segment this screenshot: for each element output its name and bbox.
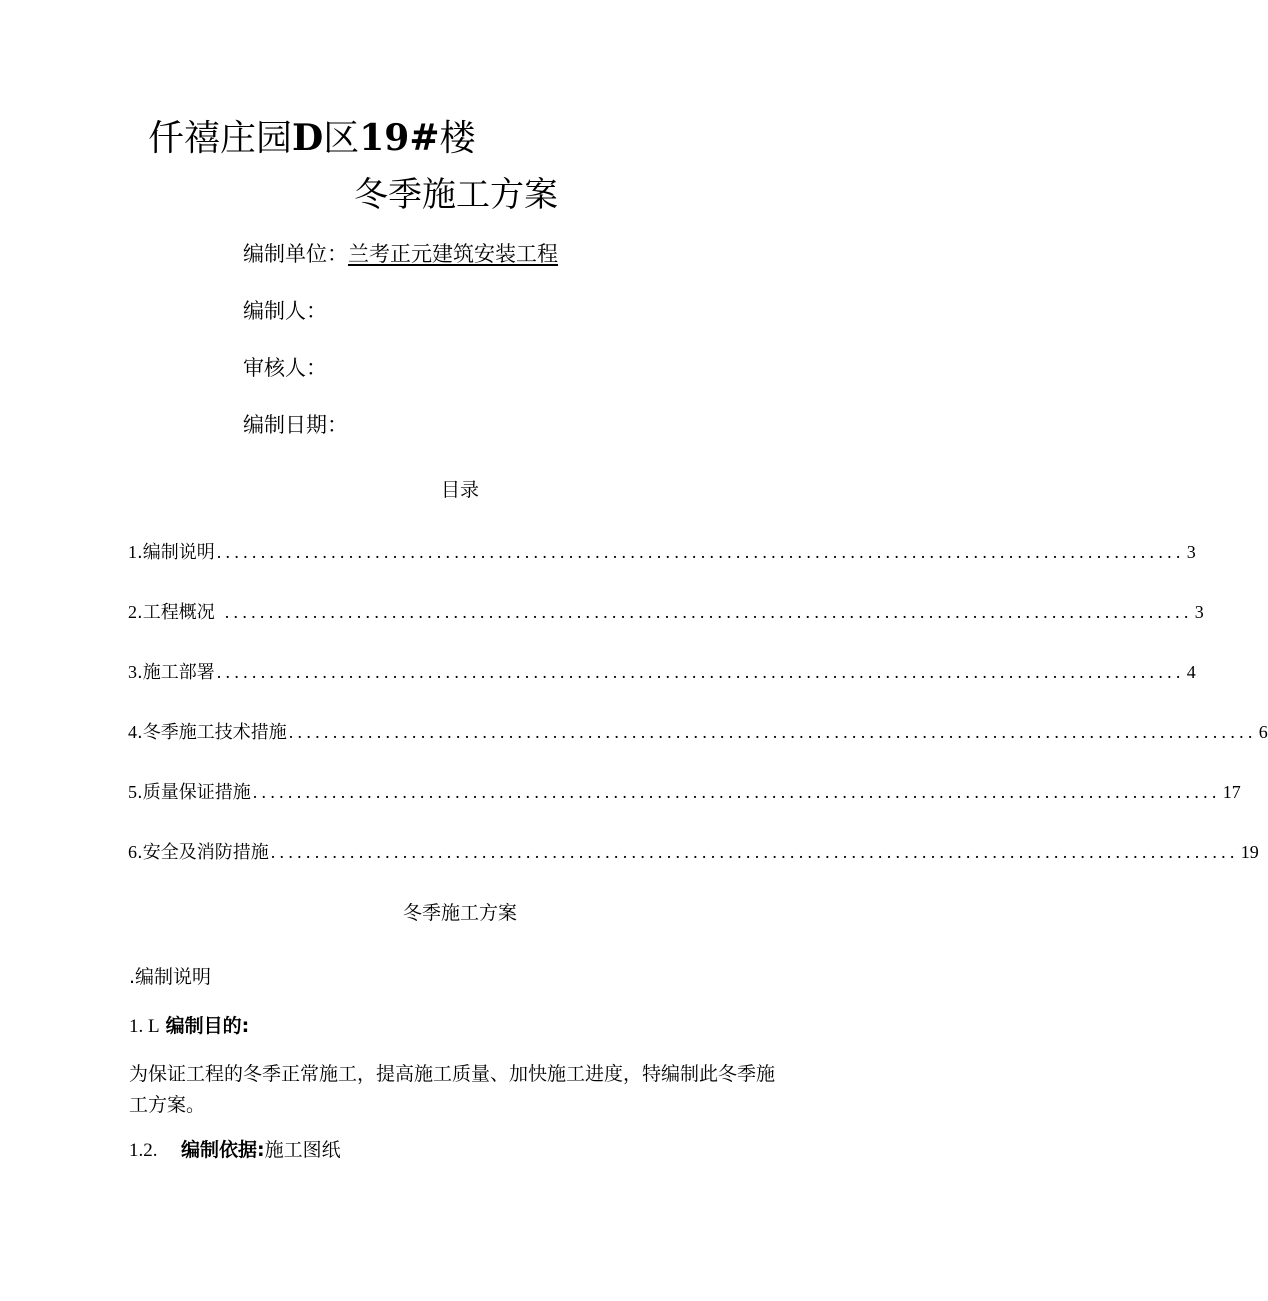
- toc-leader-dots: ..............................................................................................................: [224, 602, 1193, 622]
- toc-entry[interactable]: [128, 718, 1268, 747]
- purpose-paragraph: 为保证工程的冬季正常施工，提高施工质量、加快施工进度，特编制此冬季施工方案。: [129, 1063, 776, 1116]
- title-suffix: 楼: [439, 118, 476, 159]
- toc-entry-number: 6: [128, 842, 137, 862]
- toc-leader-dots: ..............................................................................................................: [216, 662, 1185, 682]
- heading-basis-value: 施工图纸: [264, 1139, 341, 1161]
- toc-entry[interactable]: [128, 778, 1241, 807]
- title-prefix: 仟禧庄园: [148, 118, 293, 159]
- heading-purpose-text: 编制目的:: [165, 1015, 250, 1037]
- heading-compilation-notes: .编制说明: [129, 966, 212, 988]
- title-area: 区: [323, 118, 360, 159]
- toc-entry-label: .工程概况: [137, 602, 215, 623]
- editor-row: [243, 296, 327, 326]
- reviewer-row: [243, 353, 327, 383]
- toc-leader-dots: ..............................................................................................................: [270, 842, 1239, 862]
- toc-entry[interactable]: [128, 598, 1204, 627]
- editor-label: 编制人：: [243, 299, 327, 323]
- toc-entry-label: .安全及消防措施: [137, 842, 269, 863]
- toc-entry-page: 4: [1186, 662, 1196, 682]
- toc-leader-dots: ..............................................................................................................: [216, 542, 1185, 562]
- toc-entry[interactable]: [128, 658, 1196, 687]
- section-title: 冬季施工方案: [402, 902, 517, 924]
- date-row: [243, 410, 348, 440]
- toc-entry-page: 3: [1194, 602, 1204, 622]
- toc-title: 目录: [440, 479, 479, 501]
- toc-leader-dots: ..............................................................................................................: [288, 722, 1257, 742]
- unit-row: [243, 239, 558, 269]
- toc-entry-label: .冬季施工技术措施: [137, 722, 287, 743]
- toc-entry[interactable]: [128, 838, 1259, 867]
- unit-label: 编制单位：: [243, 242, 348, 266]
- heading-basis-text: 编制依据:: [181, 1139, 265, 1161]
- heading-purpose: [129, 1012, 249, 1041]
- toc-entry-page: 17: [1222, 782, 1241, 802]
- toc-entry-number: 2: [128, 602, 137, 622]
- toc-entry-page: 19: [1240, 842, 1259, 862]
- toc-entry-label: .质量保证措施: [137, 782, 251, 803]
- toc-entry-label: .编制说明: [137, 542, 215, 563]
- toc-entry-number: 5: [128, 782, 137, 802]
- toc-leader-dots: ..............................................................................................................: [252, 782, 1221, 802]
- document-title: [148, 112, 476, 165]
- heading-basis: [129, 1136, 341, 1165]
- toc-entry-label: .施工部署: [137, 662, 215, 683]
- document-subtitle: 冬季施工方案: [354, 175, 558, 215]
- toc-entry-number: 3: [128, 662, 137, 682]
- toc-entry-number: 1: [128, 542, 137, 562]
- title-building: 19#: [359, 117, 440, 159]
- toc-entry-page: 3: [1186, 542, 1196, 562]
- toc-entry-page: 6: [1258, 722, 1268, 742]
- toc-entry[interactable]: [128, 538, 1196, 567]
- heading-basis-number: 1.2.: [129, 1140, 158, 1161]
- toc-entry-number: 4: [128, 722, 137, 742]
- title-zone: D: [292, 117, 324, 159]
- reviewer-label: 审核人：: [243, 356, 327, 380]
- date-label: 编制日期：: [243, 413, 348, 437]
- unit-value: 兰考正元建筑安装工程: [348, 242, 558, 266]
- heading-purpose-number: 1. L: [129, 1016, 160, 1037]
